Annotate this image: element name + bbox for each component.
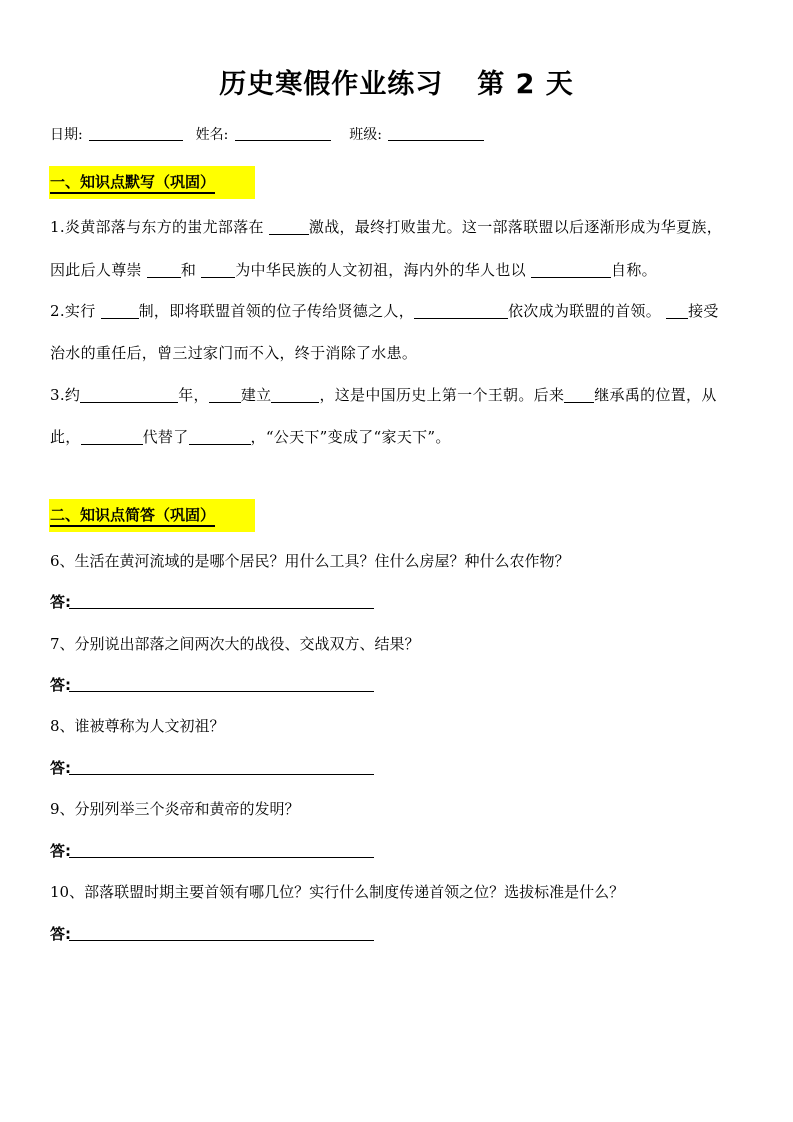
q2-text-d: 接受 (688, 302, 719, 320)
q3-blank-4[interactable] (564, 387, 594, 403)
q2-text-a: 2.实行 (50, 302, 101, 320)
q3-text-d: ，这是中国历史上第一个王朝。后来 (319, 386, 565, 404)
answer-8[interactable] (50, 757, 71, 778)
answer-label: 答: (50, 759, 71, 777)
section-heading-recall (49, 166, 255, 199)
class-field[interactable] (388, 126, 484, 141)
question-1-line-1 (50, 216, 722, 237)
q2-blank-3[interactable] (666, 303, 688, 319)
q3-text-a: 3.约 (50, 386, 81, 404)
question-7: 7、分别说出部落之间两次大的战役、交战双方、结果？ (50, 635, 420, 653)
q1-text-a: 1.炎黄部落与东方的蚩尤部落在 (50, 218, 269, 236)
title-day: 第 2 天 (477, 69, 574, 100)
answer-label: 答: (50, 925, 71, 943)
q2-blank-1[interactable] (101, 303, 139, 319)
title-text: 历史寒假作业练习 (219, 69, 444, 100)
name-field[interactable] (235, 126, 331, 141)
question-6: 6、生活在黄河流域的是哪个居民？用什么工具？住什么房屋？种什么农作物？ (50, 552, 570, 570)
class-label: 班级: (349, 127, 382, 143)
answer-10[interactable] (50, 923, 71, 944)
q1-text-d: 和 (180, 261, 202, 279)
q1-blank-4[interactable] (531, 262, 611, 278)
q3-text-c: 建立 (240, 386, 272, 404)
q1-blank-1[interactable] (269, 219, 309, 235)
q3-text-g: 代替了 (142, 428, 189, 446)
question-9: 9、分别列举三个炎帝和黄帝的发明？ (50, 800, 300, 818)
question-1-line-2 (50, 259, 657, 280)
q3-blank-3[interactable] (271, 387, 319, 403)
question-3-line-1 (50, 384, 717, 405)
answer-label: 答: (50, 842, 71, 860)
question-10: 10、部落联盟时期主要首领有哪几位？实行什么制度传递首领之位？选拔标准是什么？ (50, 883, 625, 901)
answer-9[interactable] (50, 840, 71, 861)
question-2-line-2: 治水的重任后，曾三过家门而不入，终于消除了水患。 (50, 344, 418, 362)
question-8: 8、谁被尊称为人文初祖？ (50, 717, 225, 735)
q1-blank-3[interactable] (201, 262, 235, 278)
q3-blank-5[interactable] (81, 429, 143, 445)
q1-text-c: 因此后人尊崇 (50, 261, 147, 279)
q2-text-b: 制，即将联盟首领的位子传给贤德之人， (138, 302, 414, 320)
q3-blank-1[interactable] (80, 387, 178, 403)
answer-7[interactable] (50, 674, 71, 695)
answer-label: 答: (50, 593, 71, 611)
q1-text-b: 激战，最终打败蚩尤。这一部落联盟以后逐渐形成为华夏族， (308, 218, 722, 236)
q1-blank-2[interactable] (147, 262, 181, 278)
q3-blank-2[interactable] (209, 387, 241, 403)
q3-text-b: 年， (178, 386, 209, 404)
question-3-line-2 (50, 426, 451, 447)
q3-text-e: 继承禹的位置，从 (594, 386, 717, 404)
section-heading-text: 一、知识点默写（巩固） (50, 173, 215, 194)
student-info-row (50, 124, 484, 144)
q2-text-c: 依次成为联盟的首领。 (508, 302, 667, 320)
q3-text-h: ，“公天下”变成了“家天下”。 (250, 428, 451, 446)
section-heading-short-answer (49, 499, 255, 532)
date-label: 日期: (50, 127, 83, 143)
date-field[interactable] (89, 126, 183, 141)
page-title (0, 62, 793, 101)
section-heading-text: 二、知识点简答（巩固） (50, 506, 215, 527)
answer-6[interactable] (50, 591, 71, 612)
question-2-line-1 (50, 300, 719, 321)
q1-text-f: 自称。 (611, 261, 657, 279)
q3-text-f: 此， (50, 428, 81, 446)
q2-blank-2[interactable] (414, 303, 508, 319)
name-label: 姓名: (195, 127, 229, 143)
q3-blank-6[interactable] (189, 429, 251, 445)
answer-label: 答: (50, 676, 71, 694)
q1-text-e: 为中华民族的人文初祖，海内外的华人也以 (235, 261, 532, 279)
